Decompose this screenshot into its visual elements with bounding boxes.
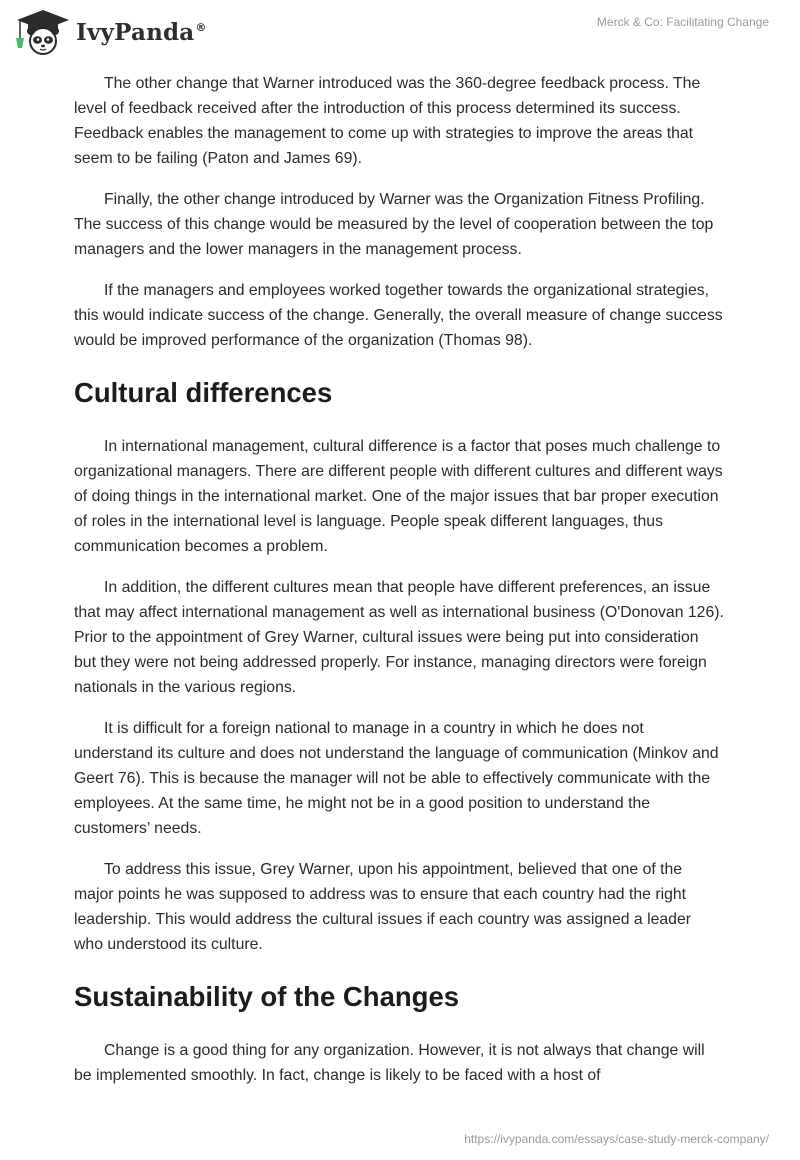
paragraph: In addition, the different cultures mean that people have different preferences, an issue that may affect international management as well as international business (O'Donovan 126). Prior to the appointment of Grey Warner, cultural issues were being put into consideration but they were not being addressed properly. For instance, managing directors were foreign nationals in the various regions. xyxy=(74,579,724,696)
page-header xyxy=(0,0,800,62)
section-heading-sustainability: Sustainability of the Changes xyxy=(74,981,460,1012)
paragraph: To address this issue, Grey Warner, upon his appointment, believed that one of the major points he was supposed to address was to ensure that each country had the right leadership. This would address the cultural issues if each country was assigned a leader who understood its culture. xyxy=(74,861,692,953)
essay-content xyxy=(74,71,724,1104)
paragraph: In international management, cultural difference is a factor that poses much challenge to organizational managers. There are different people with different cultures and different ways of doing things in the international market. One of the major issues that bar proper execution of roles in the international level is language. People speak different languages, thus communication becomes a problem. xyxy=(74,438,723,555)
ivypanda-logo[interactable] xyxy=(14,8,207,56)
source-url-link[interactable]: https://ivypanda.com/essays/case-study-merck-company/ xyxy=(464,1132,769,1146)
panda-graduation-cap-icon xyxy=(14,8,72,56)
document-title: Merck & Co: Facilitating Change xyxy=(596,15,769,29)
logo-wordmark xyxy=(76,19,207,46)
paragraph: Change is a good thing for any organization. However, it is not always that change will be implemented smoothly. In fact, change is likely to be faced with a host of xyxy=(74,1042,705,1084)
registered-mark: ® xyxy=(195,20,207,34)
paragraph: If the managers and employees worked together towards the organizational strategies, this would indicate success of the change. Generally, the overall measure of change success would be improved performance of the organization (Thomas 98). xyxy=(74,282,723,349)
section-heading-cultural-differences: Cultural differences xyxy=(74,377,333,408)
paragraph: The other change that Warner introduced was the 360-degree feedback process. The level of feedback received after the introduction of this process determined its success. Feedback enables the management to come up with strategies to improve the areas that seem to be failing (Paton and James 69). xyxy=(74,75,701,167)
paragraph: It is difficult for a foreign national to manage in a country in which he does not understand its culture and does not understand the language of communication (Minkov and Geert 76). This is because the manager will not be able to effectively communicate with the employees. At the same time, he might not be in a good position to understand the customers’ needs. xyxy=(74,720,719,837)
paragraph: Finally, the other change introduced by Warner was the Organization Fitness Profiling. The success of this change would be measured by the level of cooperation between the top managers and the lower managers in the management process. xyxy=(74,191,714,258)
logo-brand-text: IvyPanda xyxy=(76,18,195,46)
